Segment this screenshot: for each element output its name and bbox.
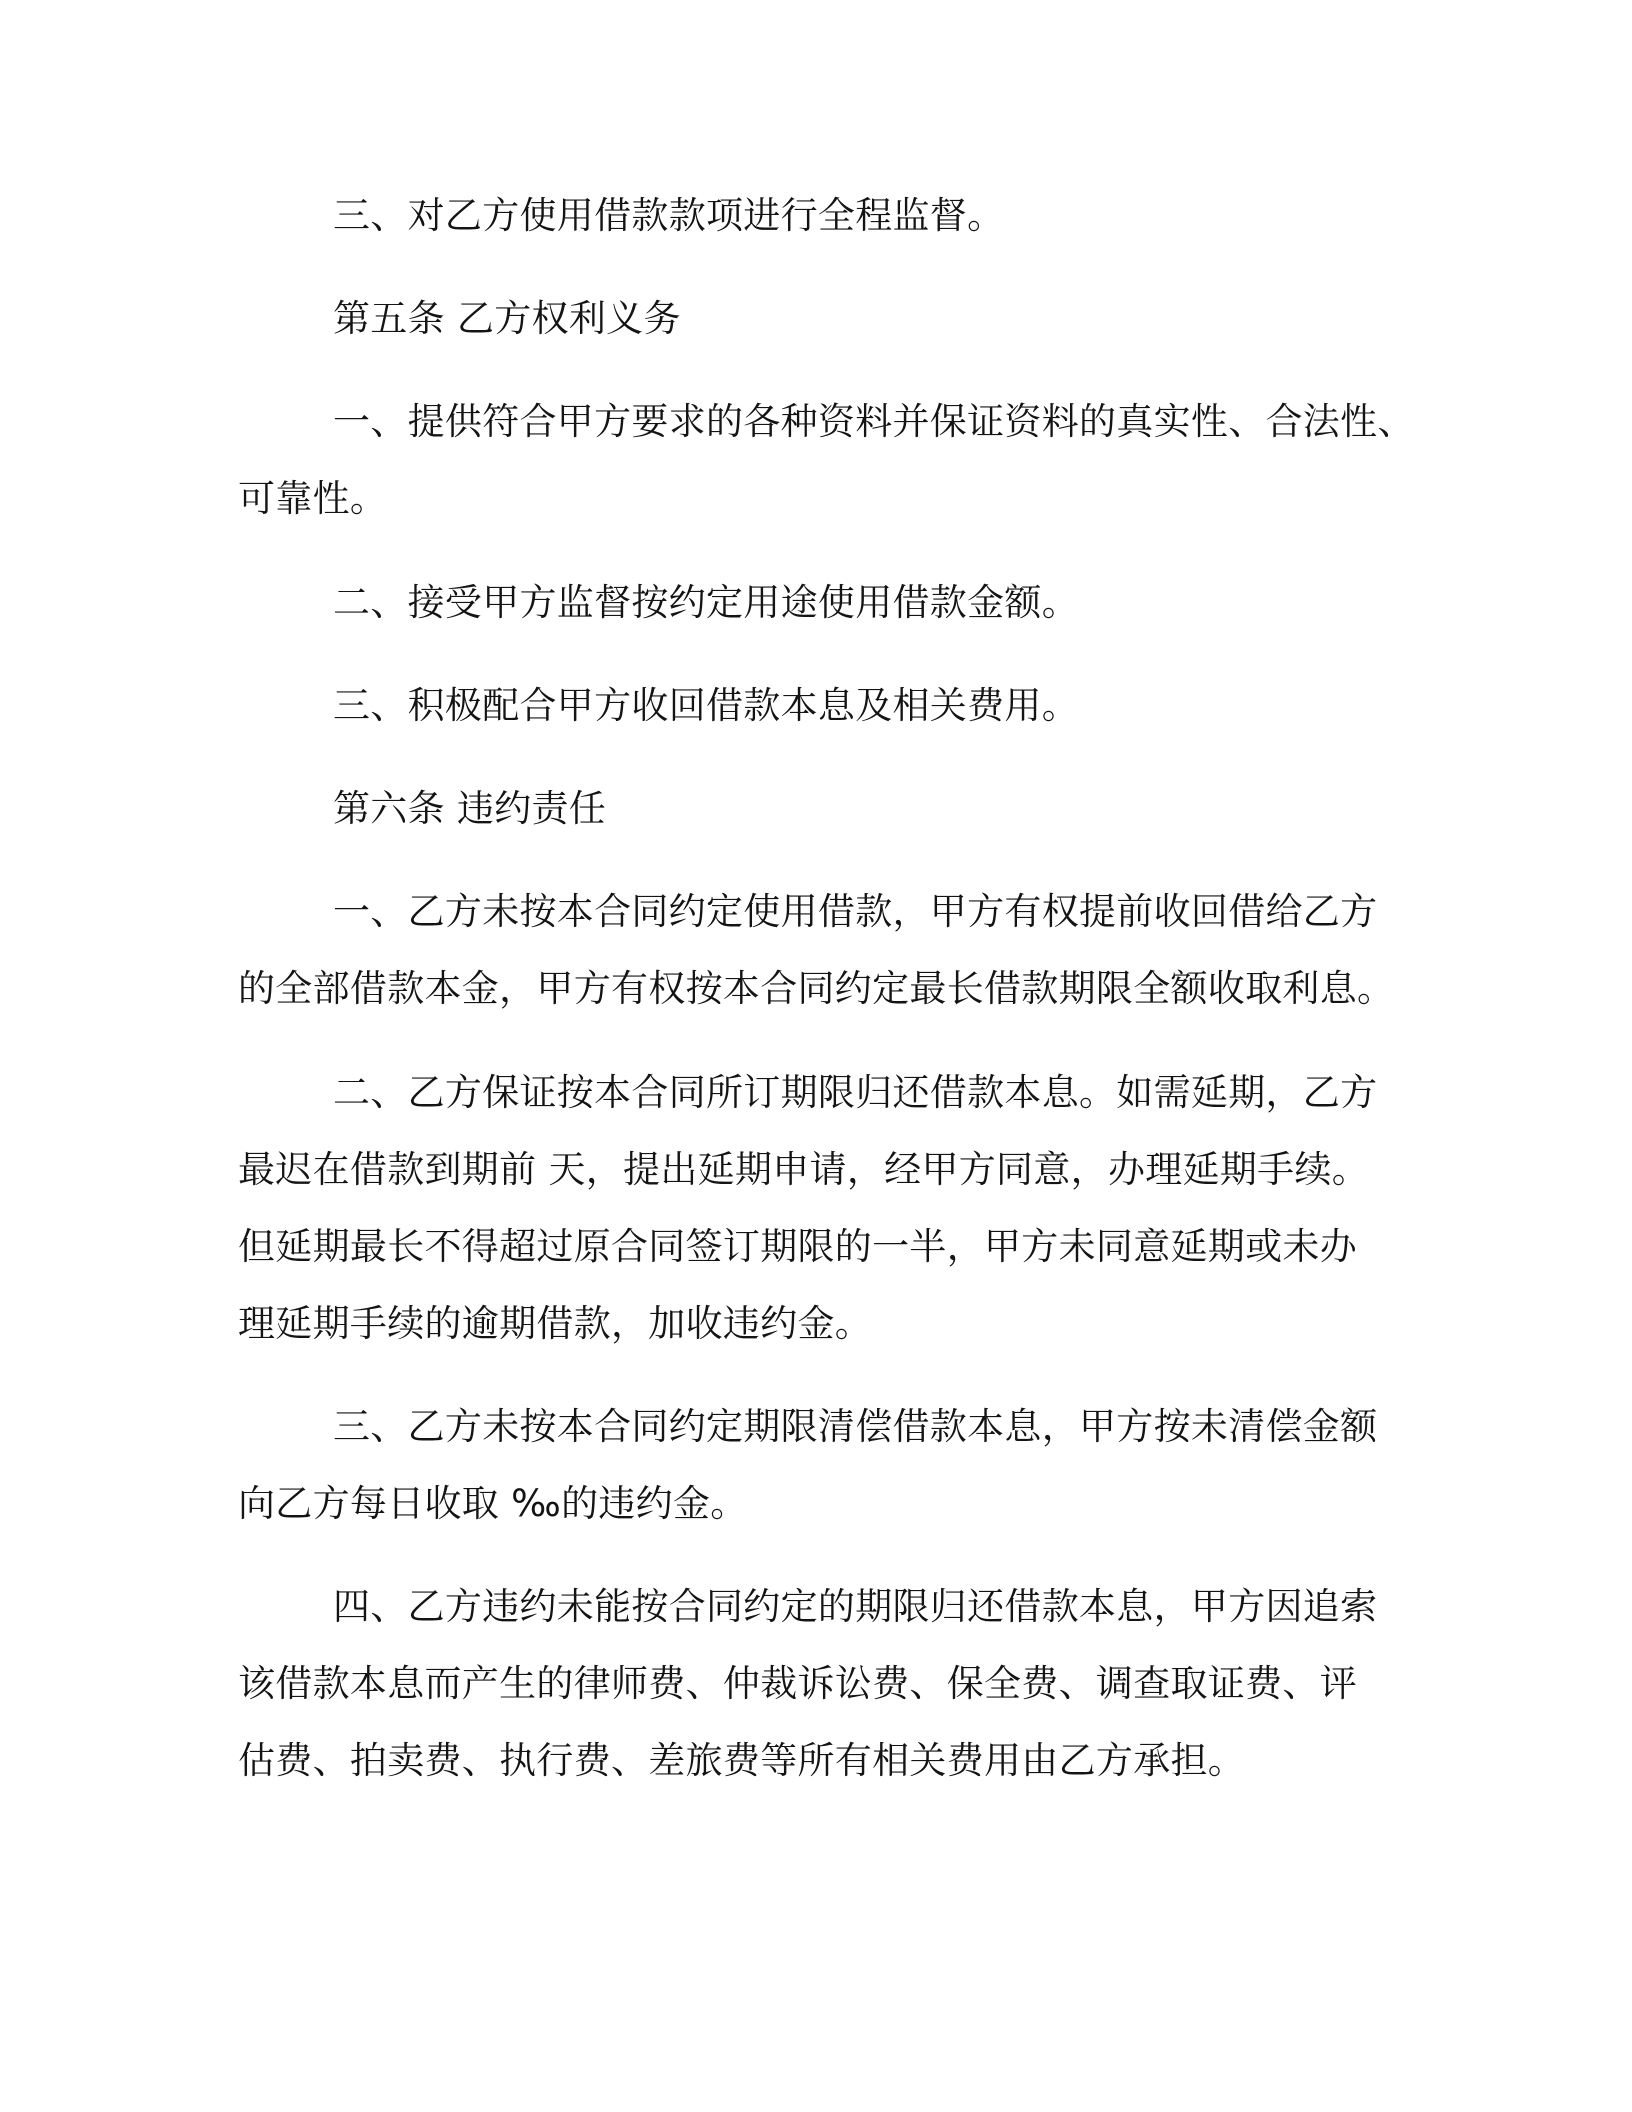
clause-5-item-1-line-2: 可靠性。: [238, 477, 388, 520]
clause-6-item-1-line-1: 一、乙方未按本合同约定使用借款，甲方有权提前收回借给乙方: [333, 890, 1378, 933]
clause-6-item-2-line-2: 最迟在借款到期前 天，提出延期申请，经甲方同意，办理延期手续。: [238, 1148, 1370, 1191]
clause-5-item-1-line-1: 一、提供符合甲方要求的各种资料并保证资料的真实性、合法性、: [333, 400, 1415, 443]
clause-6-item-2-line-3: 但延期最长不得超过原合同签订期限的一半，甲方未同意延期或未办: [238, 1225, 1357, 1268]
clause-4-item-3: 三、对乙方使用借款款项进行全程监督。: [333, 194, 1005, 237]
clause-6-item-3-line-1: 三、乙方未按本合同约定期限清偿借款本息，甲方按未清偿金额: [333, 1405, 1378, 1448]
article-6-heading: 第六条 违约责任: [333, 787, 607, 830]
clause-5-item-2: 二、接受甲方监督按约定用途使用借款金额。: [333, 581, 1079, 624]
clause-6-item-3-line-2: 向乙方每日收取 ‰的违约金。: [238, 1482, 748, 1525]
clause-6-item-4-line-3: 估费、拍卖费、执行费、差旅费等所有相关费用由乙方承担。: [238, 1739, 1246, 1782]
clause-6-item-1-line-2: 的全部借款本金，甲方有权按本合同约定最长借款期限全额收取利息。: [238, 967, 1395, 1010]
clause-6-item-2-line-1: 二、乙方保证按本合同所订期限归还借款本息。如需延期，乙方: [333, 1071, 1378, 1114]
article-5-heading: 第五条 乙方权利义务: [333, 297, 681, 340]
clause-5-item-3: 三、积极配合甲方收回借款本息及相关费用。: [333, 684, 1079, 727]
clause-6-item-2-line-4: 理延期手续的逾期借款，加收违约金。: [238, 1302, 873, 1345]
clause-6-item-4-line-2: 该借款本息而产生的律师费、仲裁诉讼费、保全费、调查取证费、评: [238, 1662, 1357, 1705]
clause-6-item-4-line-1: 四、乙方违约未能按合同约定的期限归还借款本息，甲方因追索: [333, 1585, 1378, 1628]
